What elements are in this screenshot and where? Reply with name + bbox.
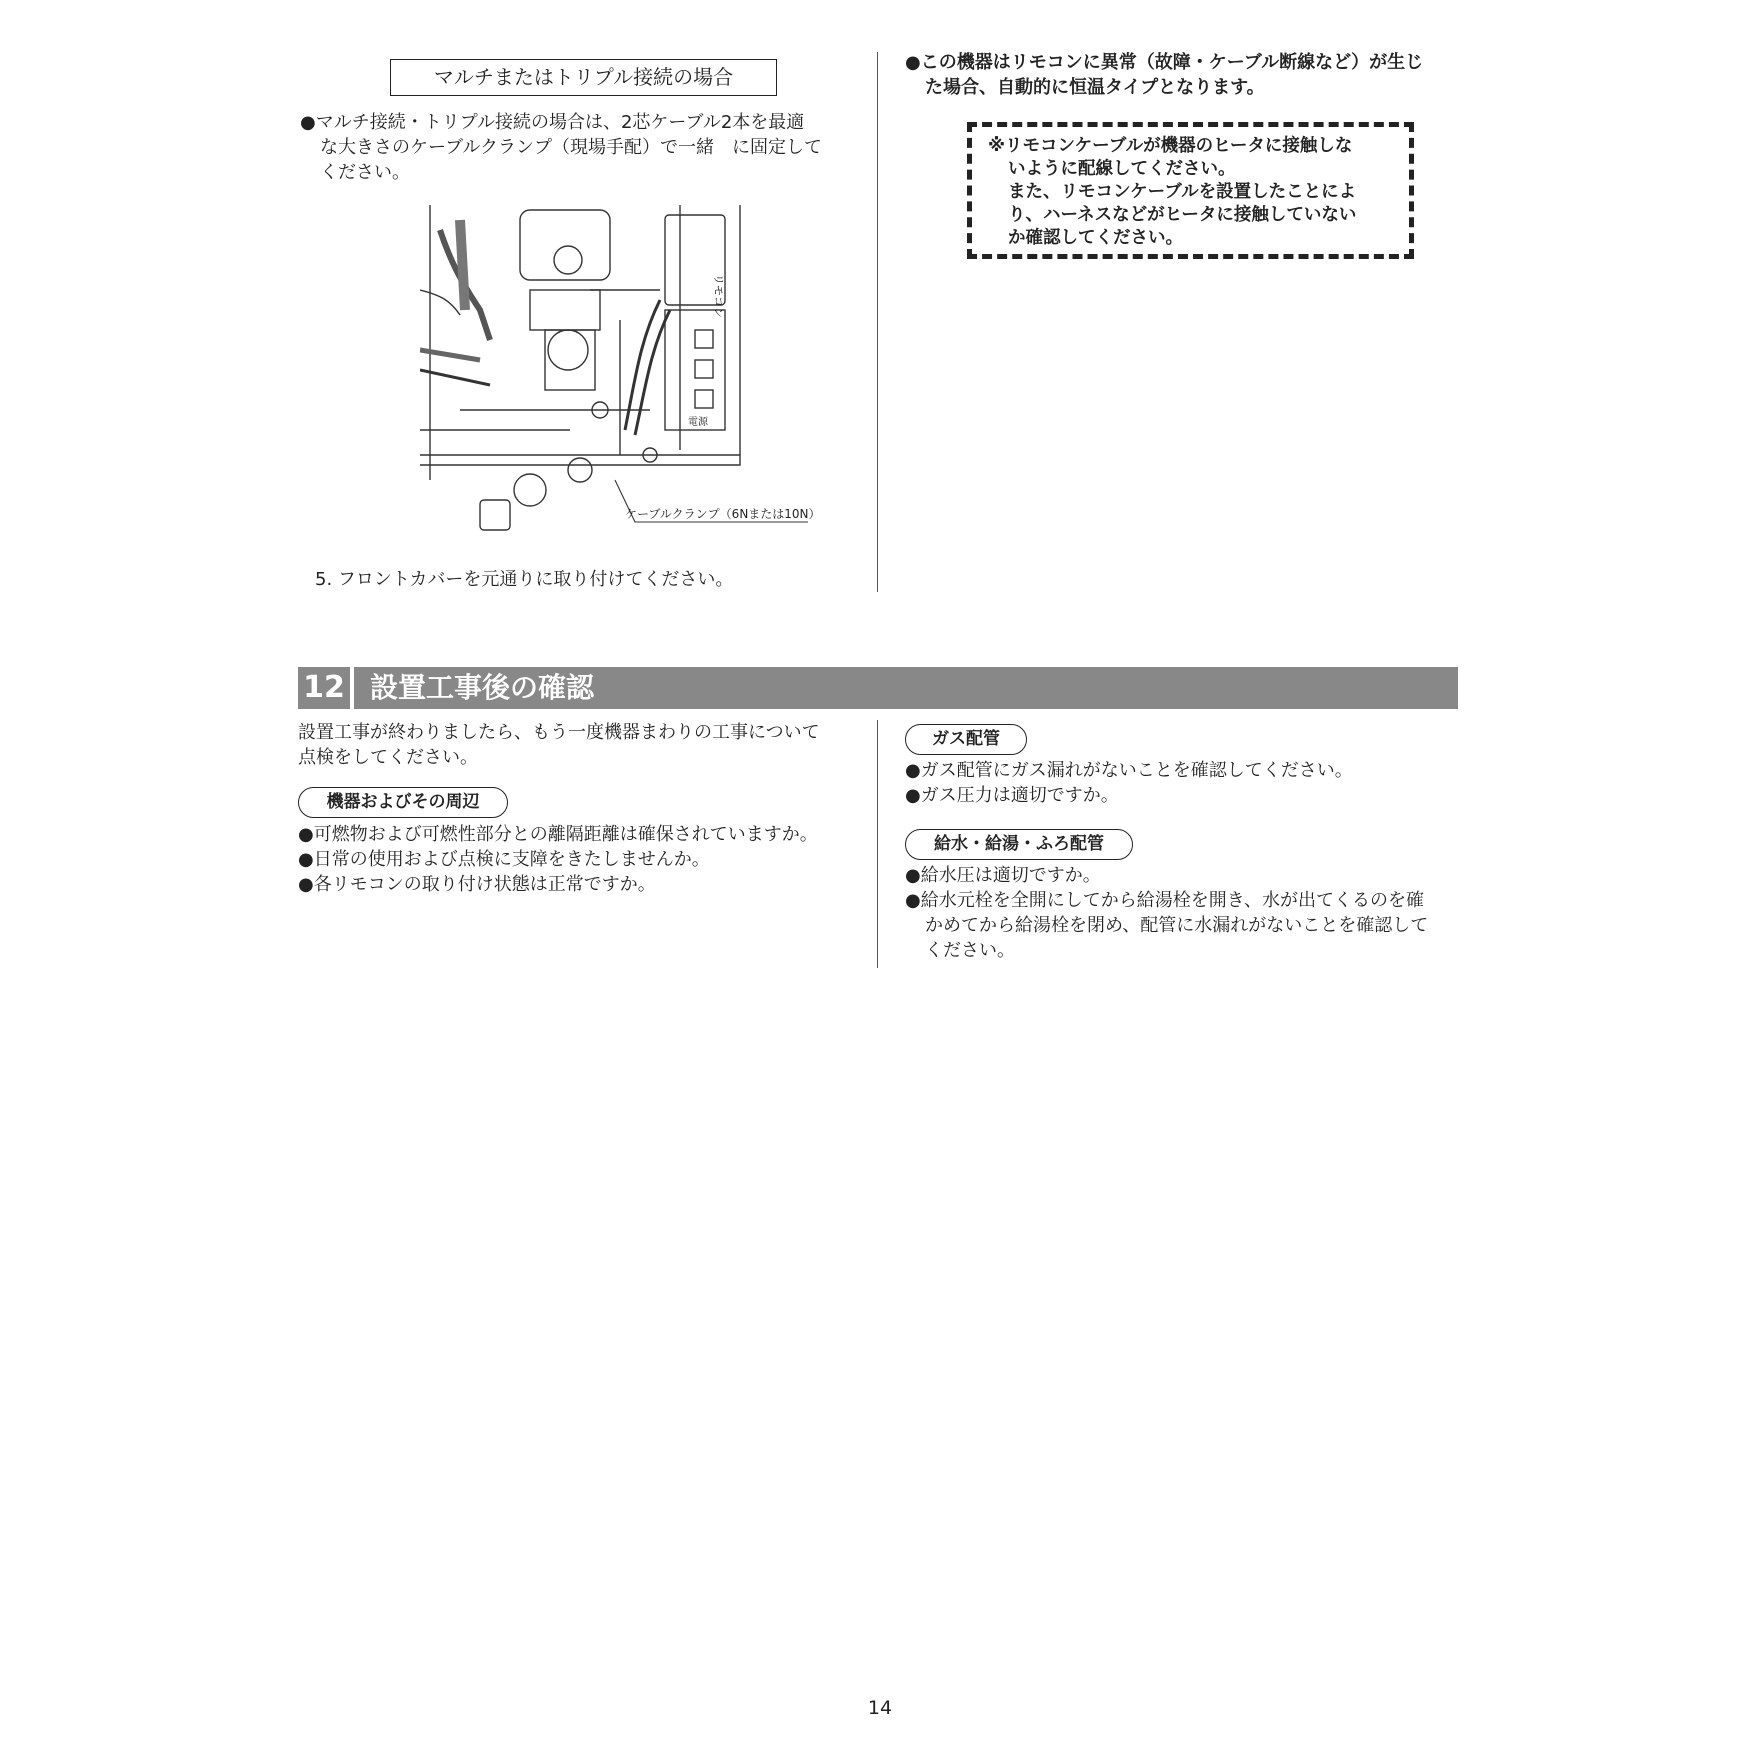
step-5-text: 5. フロントカバーを元通りに取り付けてください。 <box>315 569 734 590</box>
text-line: また、リモコンケーブルを設置したことによ <box>1008 182 1357 202</box>
multi-connection-title: マルチまたはトリプル接続の場合 <box>390 59 777 96</box>
cable-clamp-figure <box>420 200 820 540</box>
list-item: ●給水元栓を全開にしてから給湯栓を開き、水が出てくるのを確 <box>905 890 1424 911</box>
list-item: ●ガス圧力は適切ですか。 <box>905 785 1119 806</box>
text-line: か確認してください。 <box>1008 228 1183 248</box>
page-number: 14 <box>867 1697 893 1719</box>
list-item: ください。 <box>925 940 1015 961</box>
section-12-header <box>298 667 1458 709</box>
gas-piping-heading: ガス配管 <box>905 724 1027 755</box>
water-piping-checklist <box>905 863 1465 963</box>
column-divider-top <box>877 52 878 592</box>
note-text <box>988 135 1409 250</box>
text-line: ※リモコンケーブルが機器のヒータに接触しな <box>988 136 1353 156</box>
surroundings-checklist <box>298 822 858 897</box>
list-item: ●ガス配管にガス漏れがないことを確認してください。 <box>905 760 1353 781</box>
appliance-interior-illustration <box>420 200 820 540</box>
water-piping-heading: 給水・給湯・ふろ配管 <box>905 829 1133 860</box>
section-number: 12 <box>303 670 345 705</box>
text-line: 点検をしてください。 <box>298 747 478 768</box>
list-item: ●日常の使用および点検に支障をきたしませんか。 <box>298 849 710 870</box>
text-line: ●この機器はリモコンに異常（故障・ケーブル断線など）が生じ <box>905 52 1424 73</box>
text-line: ●マルチ接続・トリプル接続の場合は、2芯ケーブル2本を最適 <box>300 112 805 133</box>
section-12-intro <box>298 720 858 770</box>
multi-connection-text <box>300 110 860 185</box>
list-item: ●各リモコンの取り付け状態は正常ですか。 <box>298 874 656 895</box>
list-item: ●給水圧は適切ですか。 <box>905 865 1101 886</box>
text-line: いように配線してください。 <box>1008 159 1236 179</box>
gas-piping-checklist <box>905 758 1465 808</box>
text-line: り、ハーネスなどがヒータに接触していない <box>1008 205 1357 225</box>
cable-clamp-callout: ケーブルクランプ（6Nまたは10N） <box>625 507 820 521</box>
text-line: 設置工事が終わりましたら、もう一度機器まわりの工事について <box>298 722 820 743</box>
power-label: 電源 <box>688 417 708 428</box>
surroundings-heading: 機器およびその周辺 <box>298 787 508 818</box>
list-item: ●可燃物および可燃性部分との離隔距離は確保されていますか。 <box>298 824 818 845</box>
list-item: かめてから給湯栓を閉め、配管に水漏れがないことを確認して <box>925 915 1429 936</box>
text-line: ください。 <box>320 162 410 183</box>
text-line: た場合、自動的に恒温タイプとなります。 <box>925 77 1265 98</box>
section-title: 設置工事後の確認 <box>370 671 595 704</box>
remocon-label: リモコン <box>712 274 725 318</box>
remocon-failure-text <box>905 50 1465 100</box>
column-divider-bottom <box>877 720 878 968</box>
heater-caution-note <box>967 122 1414 259</box>
section-number-divider <box>350 667 354 709</box>
text-line: な大きさのケーブルクランプ（現場手配）で一緒 に固定して <box>320 137 823 158</box>
